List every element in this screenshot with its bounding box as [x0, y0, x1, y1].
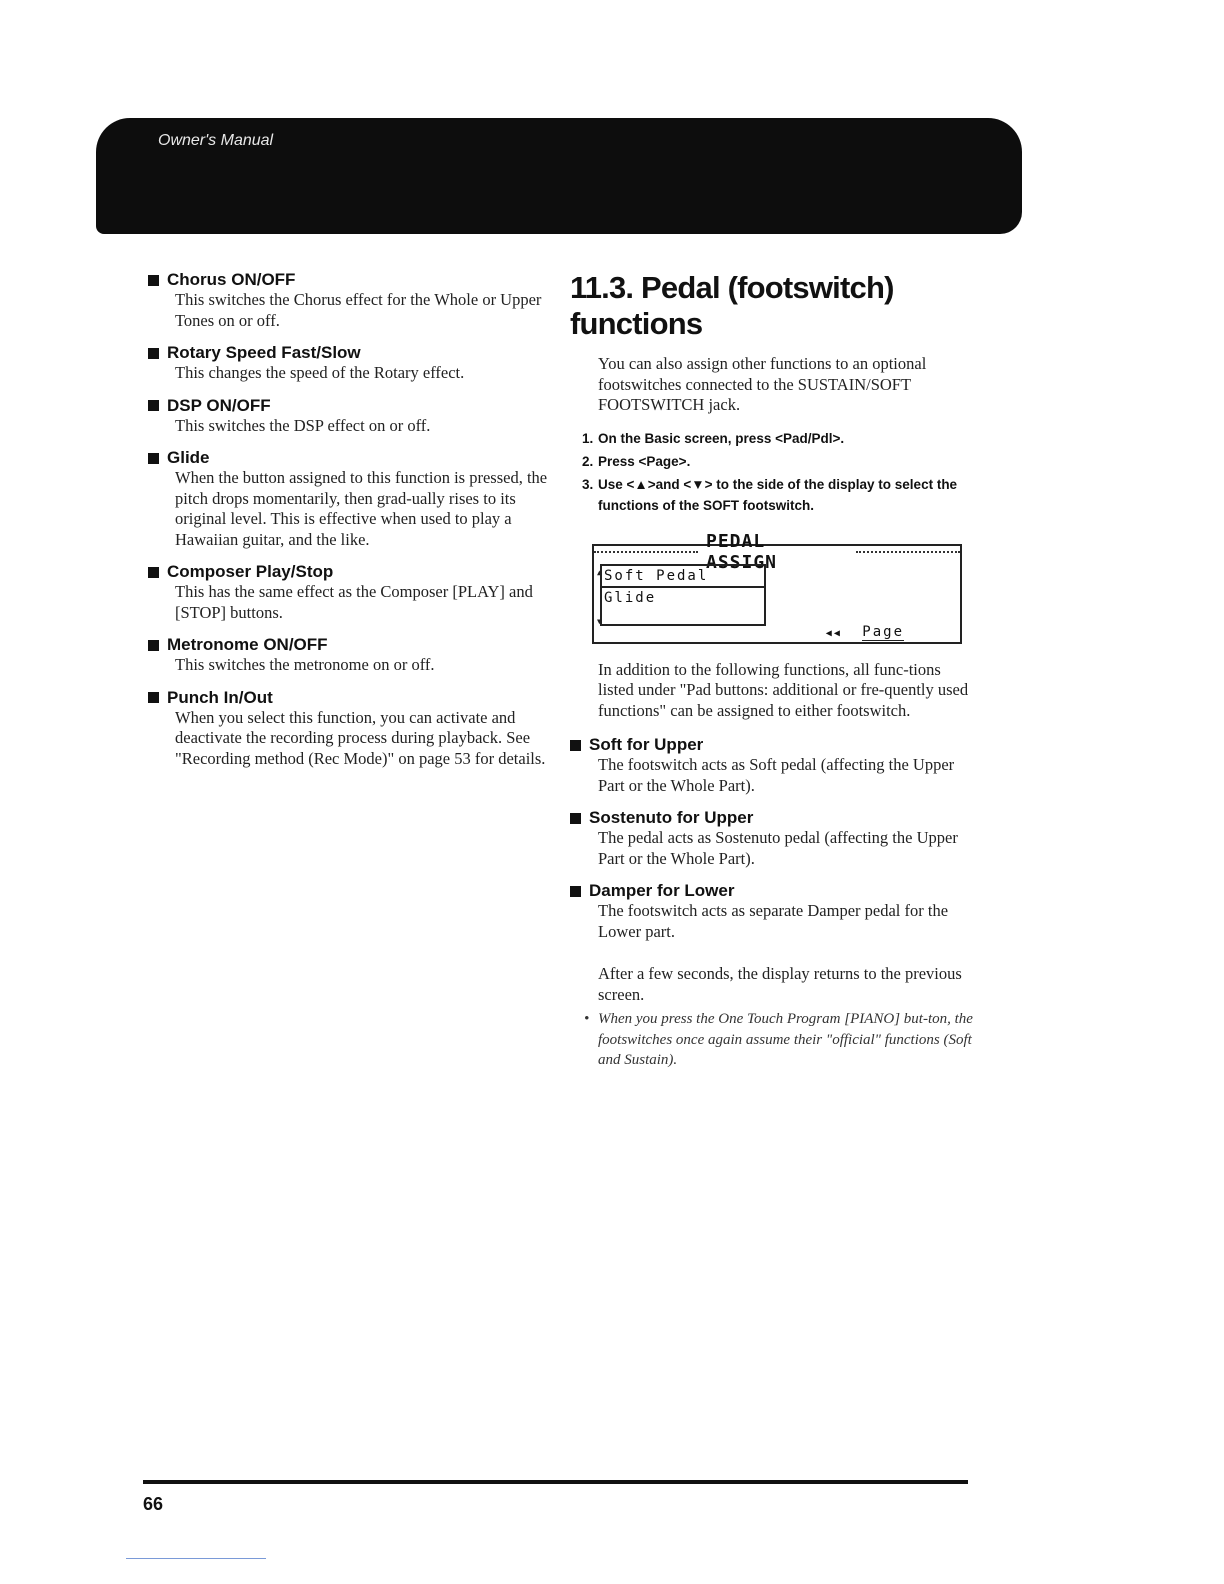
- square-bullet-icon: [570, 813, 581, 824]
- note-text: When you press the One Touch Program [PIANO] but-ton, the footswitches once again assume their "official" functions (Soft and Sustain).: [598, 1011, 973, 1068]
- lcd-title-rule: [856, 551, 960, 553]
- square-bullet-icon: [148, 400, 159, 411]
- step-number: 2.: [582, 453, 594, 469]
- step-text: Use <▲>and <▼> to the side of the display to select the functions of the SOFT footswitch.: [598, 476, 958, 513]
- note-bullet: •: [584, 1011, 590, 1027]
- step-text: On the Basic screen, press <Pad/Pdl>.: [598, 430, 845, 446]
- square-bullet-icon: [148, 692, 159, 703]
- lcd-title-rule: [594, 551, 698, 553]
- closing-text: After a few seconds, the display returns to the previous screen.: [598, 964, 962, 1004]
- lcd-option-selected: Soft Pedal: [602, 566, 764, 588]
- pedal-function-list: [570, 735, 980, 942]
- right-column: [570, 270, 980, 1071]
- function-title: Metronome ON/OFF: [167, 635, 328, 654]
- additional-functions-text: In addition to the following functions, all func-tions listed under "Pad buttons: additional or fre-quently used functions" can be assigned to either footswitch.: [598, 659, 969, 720]
- page-number: 66: [143, 1494, 164, 1514]
- function-title: Glide: [167, 448, 210, 467]
- function-item: [148, 270, 548, 331]
- square-bullet-icon: [570, 886, 581, 897]
- function-title: DSP ON/OFF: [167, 395, 271, 415]
- step-text: Press <Page>.: [598, 453, 691, 469]
- function-description: This changes the speed of the Rotary effect.: [175, 363, 465, 382]
- left-column: [148, 270, 548, 781]
- function-description: When you select this function, you can activate and deactivate the recording process during playback. See "Recording method (Rec Mode)" on page 53 for details.: [175, 707, 546, 768]
- function-item: [570, 735, 980, 796]
- function-item: [148, 448, 548, 550]
- square-bullet-icon: [148, 640, 159, 651]
- lcd-display: [592, 530, 962, 644]
- function-item: [148, 562, 548, 623]
- lcd-title-row: [594, 530, 960, 573]
- footer-rule: [143, 1480, 968, 1484]
- scroll-down-arrow-icon: ▼: [597, 616, 602, 626]
- step-item: [582, 428, 980, 449]
- square-bullet-icon: [148, 275, 159, 286]
- function-item: [148, 343, 548, 384]
- square-bullet-icon: [570, 740, 581, 751]
- step-number: 1.: [582, 430, 594, 446]
- function-title: Composer Play/Stop: [167, 562, 334, 581]
- lcd-option-list: [597, 564, 766, 626]
- lcd-page-label: Page: [862, 623, 904, 640]
- function-description: When the button assigned to this function is pressed, the pitch drops momentarily, then grad-ually rises to its original level. This is effective when used to play a Hawaiian guitar, and the like.: [175, 468, 548, 549]
- header-label: Owner's Manual: [158, 132, 274, 149]
- function-title: Soft for Upper: [589, 735, 704, 754]
- function-description: This has the same effect as the Composer [PLAY] and [STOP] buttons.: [175, 582, 533, 622]
- function-title: Sostenuto for Upper: [589, 808, 754, 827]
- function-item: [148, 688, 548, 770]
- function-title: Punch In/Out: [167, 687, 273, 707]
- lcd-page-indicator: [826, 624, 904, 640]
- function-title: Chorus ON/OFF: [167, 270, 296, 289]
- lcd-title: PEDAL ASSIGN: [706, 530, 778, 573]
- function-title: Damper for Lower: [589, 881, 735, 900]
- function-description: The footswitch acts as Soft pedal (affecting the Upper Part or the Whole Part).: [598, 755, 955, 795]
- function-description: This switches the Chorus effect for the Whole or Upper Tones on or off.: [175, 290, 542, 330]
- function-description: The pedal acts as Sostenuto pedal (affecting the Upper Part or the Whole Part).: [598, 828, 958, 868]
- lcd-option: Glide: [604, 589, 657, 606]
- function-item: [148, 396, 548, 437]
- step-item: [582, 451, 980, 472]
- function-description: The footswitch acts as separate Damper pedal for the Lower part.: [598, 901, 949, 941]
- square-bullet-icon: [148, 348, 159, 359]
- note: [584, 1009, 980, 1071]
- step-list: [582, 428, 980, 516]
- step-item: [582, 474, 980, 516]
- scroll-up-arrow-icon: ▲: [597, 567, 602, 577]
- function-description: This switches the metronome on or off.: [175, 655, 435, 674]
- function-title: Rotary Speed Fast/Slow: [167, 343, 361, 362]
- function-item: [570, 881, 980, 942]
- function-item: [148, 635, 548, 676]
- square-bullet-icon: [148, 567, 159, 578]
- section-title: 11.3. Pedal (footswitch) functions: [570, 270, 894, 341]
- function-item: [570, 808, 980, 869]
- function-description: This switches the DSP effect on or off.: [175, 415, 431, 435]
- page-back-arrow-icon: ◀◀: [825, 627, 842, 639]
- step-number: 3.: [582, 476, 594, 492]
- section-intro: You can also assign other functions to an optional footswitches connected to the SUSTAIN/SOFT FOOTSWITCH jack.: [598, 354, 927, 414]
- header-band: [96, 118, 1022, 234]
- scan-edge-line: [126, 1558, 266, 1559]
- square-bullet-icon: [148, 453, 159, 464]
